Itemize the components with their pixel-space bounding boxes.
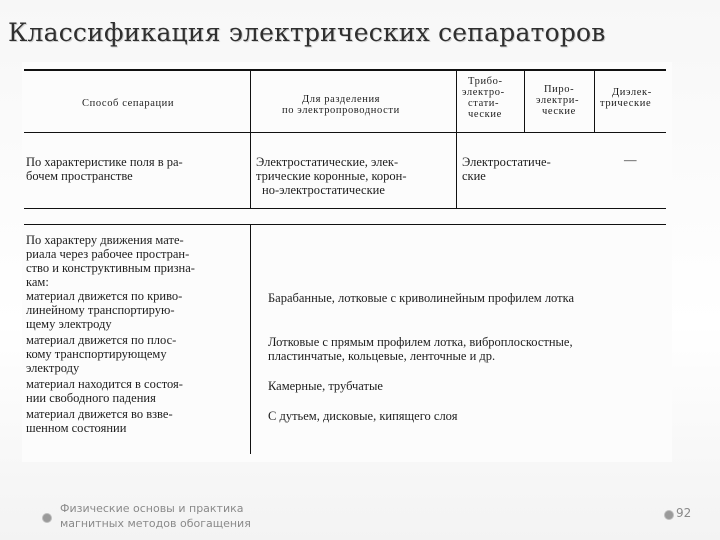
row1-tribo-1: Электростатиче- — [462, 155, 551, 169]
item4-label-2: шенном состоянии — [26, 421, 127, 435]
col-divider-1b — [250, 224, 251, 454]
item3-label-2: нии свободного падения — [26, 391, 156, 405]
header-tribo-4: ческие — [468, 109, 502, 120]
slide-title: Классификация электрических сепараторов — [8, 18, 606, 47]
item2-label-2: кому транспортирующему — [26, 347, 167, 361]
header-dielectric-1: Диэлек- — [612, 87, 652, 98]
header-pyro-1: Пиро- — [544, 84, 575, 95]
col-divider-4 — [594, 69, 595, 133]
footer-caption — [60, 501, 251, 531]
footer-line-1: Физические основы и практика — [60, 502, 244, 515]
item1-label-2: линейному транспортирую- — [26, 303, 175, 317]
row1-conductivity-2: трические коронные, корон- — [256, 169, 407, 183]
item3-label-1: материал находится в состоя- — [26, 377, 183, 391]
header-pyro-2: электри- — [536, 95, 580, 106]
header-tribo-1: Трибо- — [468, 76, 503, 87]
item2-value-1: Лотковые с прямым профилем лотка, виброплоскостные, — [268, 335, 573, 349]
header-tribo-3: стати- — [468, 98, 500, 109]
row2-label-2: риала через рабочее простран- — [26, 247, 190, 261]
header-conductivity-line1: Для разделения — [302, 94, 381, 105]
item3-value-1: Камерные, трубчатые — [268, 379, 383, 393]
row2-label-3: ство и конструктивным призна- — [26, 261, 195, 275]
row1-tribo-2: ские — [462, 169, 486, 183]
item2-label-3: электроду — [26, 361, 80, 375]
col-divider-2 — [456, 69, 457, 209]
table-top-rule — [24, 69, 666, 71]
footer-line-2: магнитных методов обогащения — [60, 517, 251, 530]
item1-label-3: щему электроду — [26, 317, 112, 331]
row2-label-4: кам: — [26, 275, 49, 289]
item4-label-1: материал движется во взве- — [26, 407, 173, 421]
col-divider-3 — [524, 69, 525, 133]
item4-value-1: С дутьем, дисковые, кипящего слоя — [268, 409, 458, 423]
row2-top-rule — [24, 224, 666, 225]
col-divider-1 — [250, 69, 251, 209]
row1-conductivity-1: Электростатические, элек- — [256, 155, 399, 169]
footer-bullet-icon — [42, 513, 52, 523]
item2-value-2: пластинчатые, кольцевые, ленточные и др. — [268, 349, 496, 363]
header-dielectric-2: трические — [600, 98, 652, 109]
item1-value-1: Барабанные, лотковые с криволинейным профилем лотка — [268, 291, 575, 305]
page-number-bullet-icon — [664, 510, 674, 520]
row2-label-1: По характеру движения мате- — [26, 233, 184, 247]
item2-label-1: материал движется по плос- — [26, 333, 177, 347]
row1-label-1: По характеристике поля в ра- — [26, 155, 183, 169]
header-tribo-2: электро- — [462, 87, 505, 98]
header-pyro-3: ческие — [542, 106, 576, 117]
row1-conductivity-3: но-электростатические — [262, 183, 385, 197]
header-bottom-rule — [24, 132, 666, 133]
scanned-table — [22, 62, 672, 462]
page-number: 92 — [676, 506, 692, 520]
row1-bottom-rule — [24, 208, 666, 209]
item1-label-1: материал движется по криво- — [26, 289, 183, 303]
row1-label-2: бочем пространстве — [26, 169, 133, 183]
header-method: Способ сепарации — [82, 98, 175, 109]
header-conductivity-line2: по электропроводности — [282, 105, 400, 116]
row1-dielectric: — — [624, 153, 637, 167]
